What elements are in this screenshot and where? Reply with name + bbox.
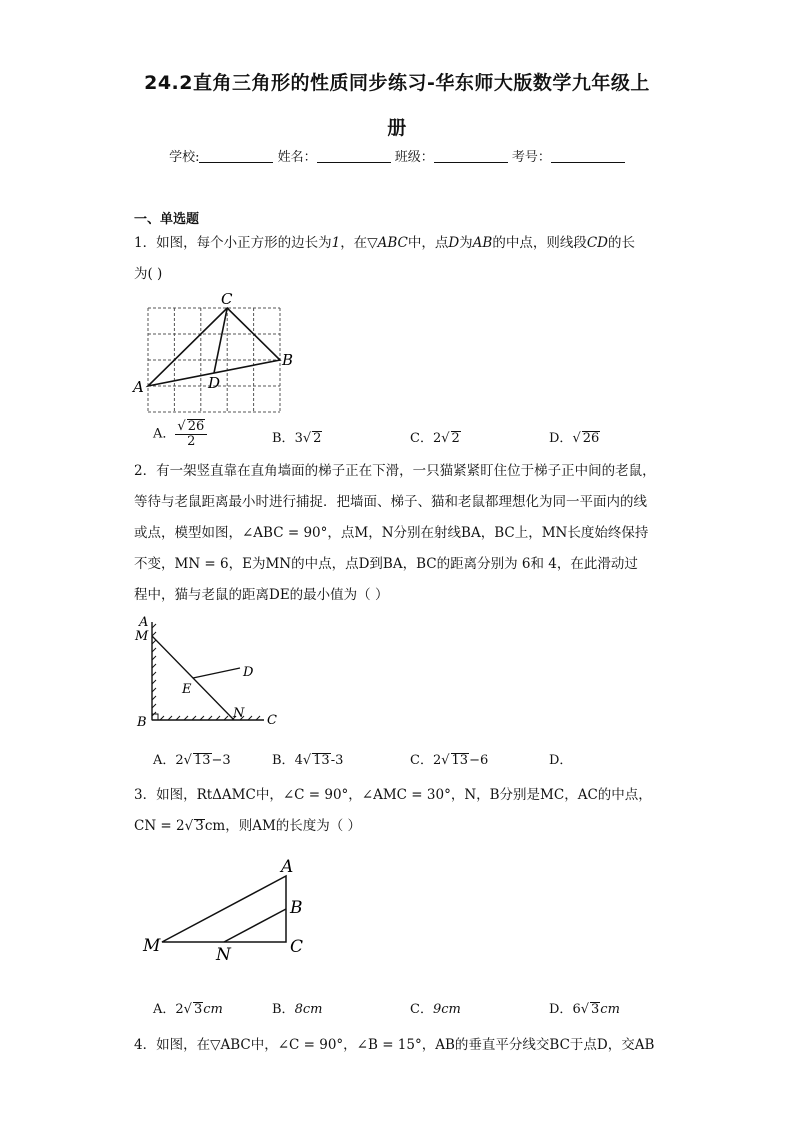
q3-triangle bbox=[162, 876, 286, 942]
q3-label-c: C bbox=[290, 937, 304, 957]
q2-segment-de bbox=[193, 668, 240, 678]
q3-option-d[interactable]: D．6√ 3cm bbox=[549, 1002, 620, 1017]
q2-label-a: A bbox=[139, 615, 149, 630]
q1-line1: 1．如图，每个小正方形的边长为1，在▽ABC中，点D为AB的中点，则线段CD的长 bbox=[134, 235, 635, 251]
q3-label-a: A bbox=[281, 857, 294, 877]
q1-label-d: D bbox=[208, 374, 221, 392]
q3-label-m: M bbox=[143, 936, 161, 956]
q3-line2: CN = 2√ 3cm，则AM的长度为（ ） bbox=[134, 818, 362, 834]
name-blank[interactable] bbox=[317, 150, 391, 163]
class-blank[interactable] bbox=[434, 150, 508, 163]
page-title-cont: 册 bbox=[387, 117, 407, 139]
q1-label-a: A bbox=[133, 378, 144, 396]
school-blank[interactable] bbox=[199, 150, 273, 163]
class-label: 班级： bbox=[394, 150, 434, 165]
q3-option-a[interactable]: A．2√ 3cm bbox=[153, 1002, 223, 1017]
q1-option-c[interactable]: C．2√ 2 bbox=[410, 431, 460, 446]
student-info-line bbox=[0, 146, 794, 165]
q3-label-b: B bbox=[290, 898, 303, 918]
q1-line2: 为( ) bbox=[134, 266, 163, 282]
school-label: 学校: bbox=[169, 150, 200, 165]
section-heading: 一、单选题 bbox=[134, 212, 200, 227]
q2-label-m: M bbox=[135, 629, 149, 644]
q1-segment-cd bbox=[214, 308, 227, 373]
q1-option-d[interactable]: D．√ 26 bbox=[549, 431, 600, 446]
q3-label-n: N bbox=[216, 945, 231, 965]
q2-option-a[interactable]: A．2√ 13−3 bbox=[153, 753, 231, 768]
q2-label-d: D bbox=[243, 665, 254, 680]
q2-label-e: E bbox=[182, 682, 192, 697]
q2-line5: 程中，猫与老鼠的距离DE的最小值为（ ） bbox=[134, 587, 389, 603]
page-title: 24.2直角三角形的性质同步练习-华东师大版数学九年级上 bbox=[144, 72, 650, 94]
q2-label-c: C bbox=[267, 713, 277, 728]
q3-figure bbox=[140, 852, 320, 970]
number-blank[interactable] bbox=[551, 150, 625, 163]
q1-figure bbox=[130, 288, 300, 416]
q1-option-a[interactable]: A． $\frac{√ 26}{2}$ bbox=[153, 419, 207, 449]
q2-option-b[interactable]: B．4√ 13-3 bbox=[272, 753, 344, 768]
question-2 bbox=[134, 456, 674, 611]
name-label: 姓名： bbox=[277, 150, 317, 165]
q1-grid bbox=[148, 308, 280, 412]
number-label: 考号： bbox=[511, 150, 551, 165]
question-3 bbox=[134, 780, 674, 842]
q2-figure bbox=[130, 610, 290, 735]
question-1 bbox=[134, 228, 674, 290]
q2-line2: 等待与老鼠距离最小时进行捕捉．把墙面、梯子、猫和老鼠都理想化为同一平面内的线 bbox=[134, 494, 647, 510]
q3-line1: 3．如图，RtΔAMC中，∠C = 90°，∠AMC = 30°，N，B分别是MC，AC的中点， bbox=[134, 787, 652, 803]
question-4 bbox=[134, 1030, 674, 1061]
q3-option-b[interactable]: B．8cm bbox=[272, 1002, 323, 1017]
q2-label-b: B bbox=[137, 715, 147, 730]
q3-option-c[interactable]: C．9cm bbox=[410, 1002, 461, 1017]
q2-option-d[interactable]: D． bbox=[549, 753, 573, 768]
q1-option-b[interactable]: B．3√ 2 bbox=[272, 431, 322, 446]
q2-option-c[interactable]: C．2√ 13−6 bbox=[410, 753, 489, 768]
q2-line1: 2．有一架竖直靠在直角墙面的梯子正在下滑，一只猫紧紧盯住位于梯子正中间的老鼠， bbox=[134, 463, 656, 479]
q2-line3: 或点，模型如图，∠ABC = 90°，点M，N分别在射线BA，BC上，MN长度始终保持 bbox=[134, 525, 649, 541]
q2-line4: 不变，MN = 6，E为MN的中点，点D到BA，BC的距离分别为 6和 4，在此滑动过 bbox=[134, 556, 638, 572]
q1-label-b: B bbox=[282, 351, 294, 369]
q1-label-c: C bbox=[221, 290, 233, 308]
q4-line1: 4．如图，在▽ABC中，∠C = 90°，∠B = 15°，AB的垂直平分线交BC于点D，交AB bbox=[134, 1037, 655, 1053]
q2-label-n: N bbox=[233, 706, 245, 721]
q3-segment-nb bbox=[224, 909, 286, 942]
